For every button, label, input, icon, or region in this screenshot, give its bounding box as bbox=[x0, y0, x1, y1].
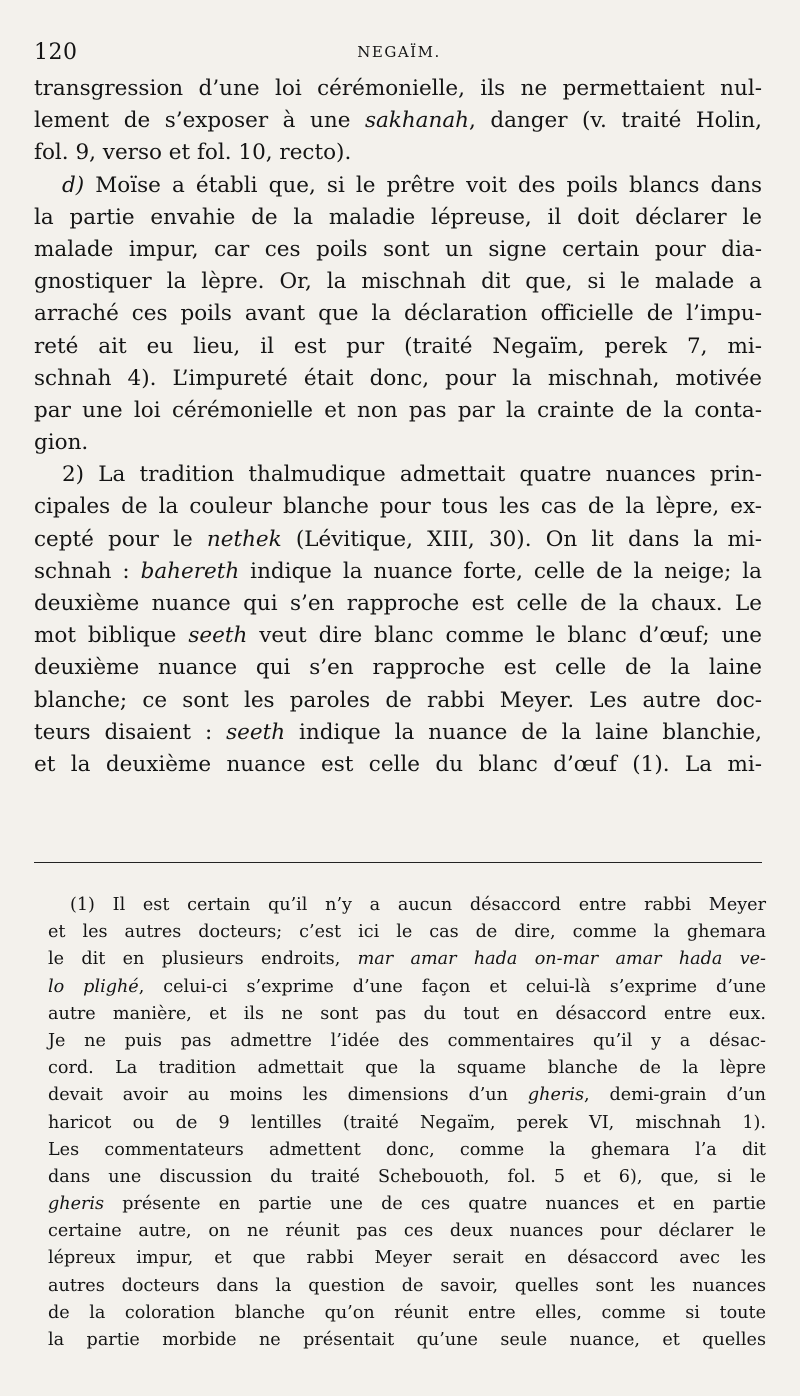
italic-term: gheris bbox=[527, 1085, 584, 1106]
text-line: transgression d’une loi cérémonielle, ils ne permettaient nul- bbox=[34, 76, 762, 101]
text-line: fol. 9, verso et fol. 10, recto). bbox=[34, 140, 352, 166]
text-fragment: schnah : bbox=[34, 558, 141, 584]
italic-term: sakhanah bbox=[364, 108, 469, 134]
text-fragment: , danger (v. traité Holin, bbox=[469, 108, 762, 134]
text-line: gion. bbox=[34, 430, 89, 456]
footnote-line: de la coloration blanche qu’on réunit entre elles, comme si toute bbox=[48, 1302, 766, 1323]
text-line bbox=[34, 556, 762, 588]
text-fragment: indique la nuance forte, celle de la neige; la bbox=[239, 558, 762, 584]
text-line: deuxième nuance qui s’en rapproche est celle de la chaux. Le bbox=[34, 591, 762, 616]
footnote-line: haricot ou de 9 lentilles (traité Negaïm, perek VI, mischnah 1). bbox=[48, 1112, 766, 1133]
text-line: schnah 4). L’impureté était donc, pour la mischnah, motivée bbox=[34, 365, 762, 391]
text-fragment: le dit en plusieurs endroits, bbox=[48, 949, 358, 970]
footnote-line: lépreux impur, et que rabbi Meyer serait en désaccord avec les bbox=[48, 1248, 766, 1269]
footnote-line: Les commentateurs admettent donc, comme la ghemara l’a dit bbox=[48, 1139, 766, 1160]
text-line bbox=[34, 105, 762, 137]
footnote-line: et les autres docteurs; c’est ici le cas de dire, comme la ghemara bbox=[48, 922, 766, 943]
footnote-line: Je ne puis pas admettre l’idée des commentaires qu’il y a désac- bbox=[48, 1030, 766, 1051]
text-line: arraché ces poils avant que la déclaration officielle de l’impu- bbox=[34, 301, 762, 327]
footnote-line bbox=[48, 1082, 766, 1109]
text-fragment: cepté pour le bbox=[34, 526, 207, 552]
paragraph-marker: d) bbox=[62, 172, 85, 198]
footnote-line: cord. La tradition admettait que la squame blanche de la lèpre bbox=[48, 1058, 766, 1079]
footnote-divider bbox=[34, 862, 762, 863]
footnote-line bbox=[48, 974, 766, 1001]
paragraph-start: 2) La tradition thalmudique admettait quatre nuances prin- bbox=[62, 462, 762, 488]
running-title: NEGAÏM. bbox=[357, 43, 441, 61]
footnote bbox=[48, 892, 766, 1354]
text-line: deuxième nuance qui s’en rapproche est celle de la laine bbox=[34, 655, 762, 681]
footnote-line: certaine autre, on ne réunit pas ces deux nuances pour déclarer le bbox=[48, 1221, 766, 1242]
text-line bbox=[34, 717, 762, 749]
footnote-line bbox=[48, 946, 766, 973]
text-line: la partie envahie de la maladie lépreuse, il doit déclarer le bbox=[34, 204, 762, 230]
italic-term: nethek bbox=[206, 526, 282, 552]
main-text bbox=[34, 73, 762, 781]
text-line: cipales de la couleur blanche pour tous les cas de la lèpre, ex- bbox=[34, 494, 762, 520]
footnote-line: autres docteurs dans la question de savoir, quelles sont les nuances bbox=[48, 1275, 766, 1296]
italic-term: bahereth bbox=[140, 558, 240, 584]
text-fragment: (Lévitique, XIII, 30). On lit dans la mi- bbox=[281, 526, 762, 552]
text-fragment: lement de s’exposer à une bbox=[34, 108, 365, 134]
italic-term: seeth bbox=[226, 719, 286, 745]
text-fragment: , demi-grain d’un bbox=[583, 1085, 766, 1106]
footnote-line: la partie morbide ne présentait qu’une seule nuance, et quelles bbox=[48, 1330, 766, 1350]
page-number: 120 bbox=[34, 40, 78, 65]
page-header bbox=[34, 40, 764, 66]
text-line bbox=[34, 524, 762, 556]
text-fragment: mot biblique bbox=[34, 623, 189, 649]
text-fragment: veut dire blanc comme le blanc d’œuf; une bbox=[247, 623, 762, 649]
text-line: blanche; ce sont les paroles de rabbi Meyer. Les autre doc- bbox=[34, 687, 762, 713]
italic-term: seeth bbox=[188, 623, 248, 649]
text-line: gnostiquer la lèpre. Or, la mischnah dit que, si le malade a bbox=[34, 269, 762, 295]
text-fragment: Moïse a établi que, si le prêtre voit des poils blancs dans bbox=[84, 172, 762, 198]
paragraph-start bbox=[34, 170, 762, 202]
text-fragment: présente en partie une de ces quatre nuances et en partie bbox=[104, 1194, 766, 1215]
italic-term: mar amar hada on-mar amar hada ve- bbox=[357, 949, 766, 970]
text-line: malade impur, car ces poils sont un signe certain pour dia- bbox=[34, 236, 762, 262]
text-line bbox=[34, 620, 762, 652]
text-line: reté ait eu lieu, il est pur (traité Negaïm, perek 7, mi- bbox=[34, 333, 762, 359]
footnote-line: (1) Il est certain qu’il n’y a aucun désaccord entre rabbi Meyer bbox=[70, 895, 766, 915]
footnote-line: dans une discussion du traité Schebouoth, fol. 5 et 6), que, si le bbox=[48, 1166, 766, 1187]
text-line: par une loi cérémonielle et non pas par la crainte de la conta- bbox=[34, 397, 762, 423]
footnote-line bbox=[48, 1191, 766, 1218]
text-fragment: , celui-ci s’exprime d’une façon et celui-là s’exprime d’une bbox=[138, 976, 766, 997]
italic-term: gheris bbox=[48, 1194, 105, 1215]
italic-term: lo plighé bbox=[48, 976, 139, 997]
text-line: et la deuxième nuance est celle du blanc d’œuf (1). La mi- bbox=[34, 751, 762, 777]
text-fragment: teurs disaient : bbox=[34, 719, 227, 745]
text-fragment: indique la nuance de la laine blanchie, bbox=[285, 719, 762, 745]
footnote-line: autre manière, et ils ne sont pas du tout en désaccord entre eux. bbox=[48, 1003, 766, 1024]
text-fragment: devait avoir au moins les dimensions d’un bbox=[48, 1085, 528, 1106]
